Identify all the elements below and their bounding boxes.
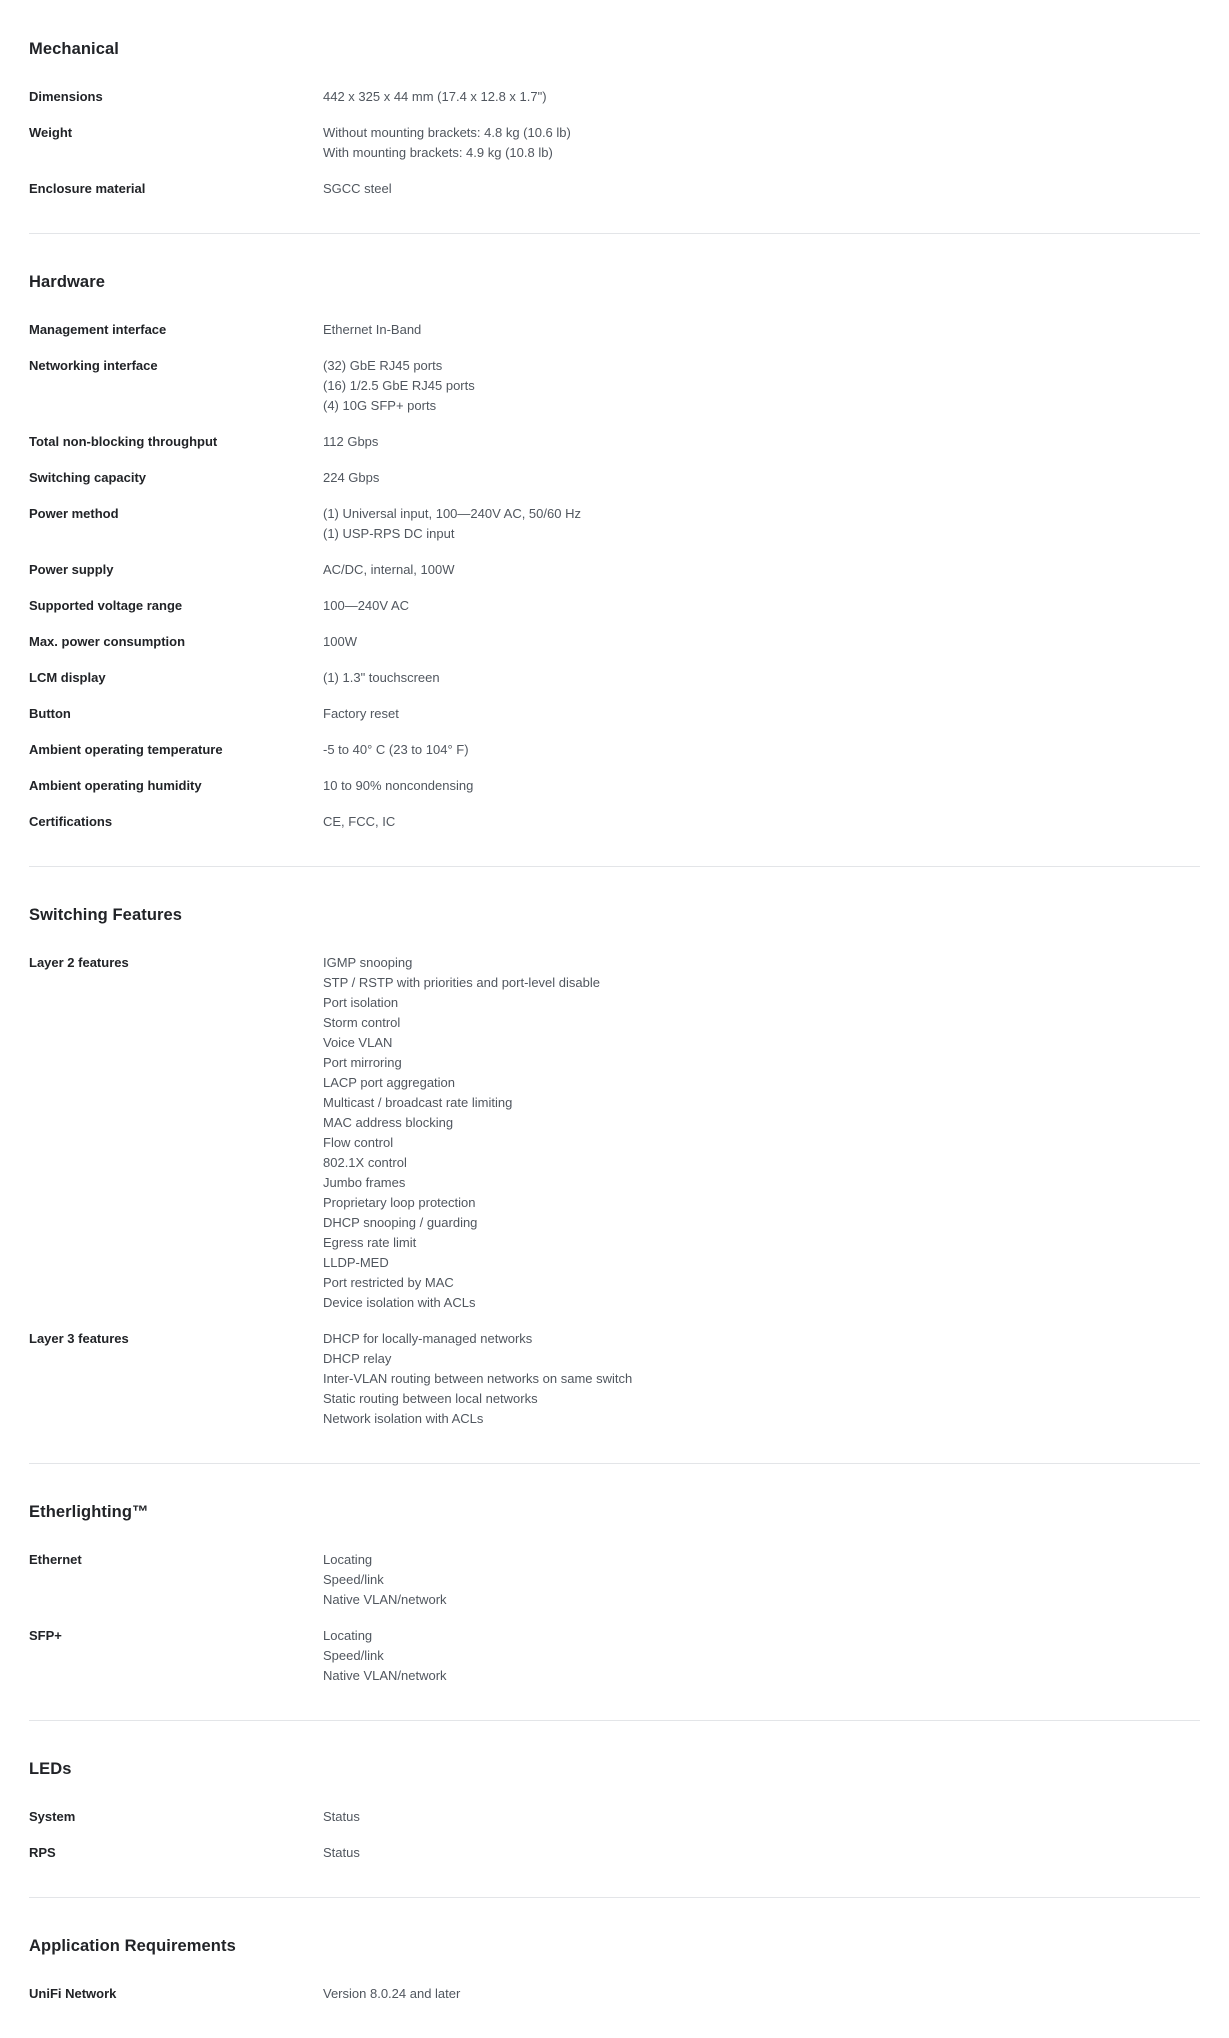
spec-value: Speed/link bbox=[323, 1572, 384, 1587]
spec-value: 100—240V AC bbox=[323, 598, 410, 613]
spec-value: IGMP snooping bbox=[323, 955, 413, 970]
spec-row bbox=[29, 179, 1200, 199]
spec-value: 100W bbox=[323, 634, 357, 649]
spec-value: 112 Gbps bbox=[323, 434, 379, 449]
spec-value: LLDP-MED bbox=[323, 1255, 389, 1270]
spec-label: Dimensions bbox=[29, 89, 103, 104]
spec-label: Power method bbox=[29, 506, 119, 521]
spec-label: Max. power consumption bbox=[29, 634, 186, 649]
spec-value: (1) 1.3" touchscreen bbox=[323, 670, 440, 685]
spec-value-list bbox=[323, 468, 1200, 488]
spec-value: Storm control bbox=[323, 1015, 401, 1030]
spec-label: LCM display bbox=[29, 670, 106, 685]
spec-row bbox=[29, 320, 1200, 340]
spec-value-list bbox=[323, 740, 1200, 760]
spec-value-list bbox=[323, 87, 1200, 107]
spec-row bbox=[29, 632, 1200, 652]
spec-label: Button bbox=[29, 706, 71, 721]
spec-label: Total non-blocking throughput bbox=[29, 434, 218, 449]
spec-section bbox=[29, 1464, 1200, 1721]
spec-label: Certifications bbox=[29, 814, 113, 829]
spec-label: Layer 3 features bbox=[29, 1331, 129, 1346]
section-title: Etherlighting™ bbox=[29, 1503, 149, 1521]
spec-value: -5 to 40° C (23 to 104° F) bbox=[323, 742, 469, 757]
spec-value-list bbox=[323, 812, 1200, 832]
spec-value: Status bbox=[323, 1845, 360, 1860]
section-title: Mechanical bbox=[29, 40, 119, 58]
spec-value-list bbox=[323, 1329, 1200, 1429]
spec-value: Flow control bbox=[323, 1135, 394, 1150]
spec-value-list bbox=[323, 1626, 1200, 1686]
spec-row bbox=[29, 668, 1200, 688]
spec-label: Enclosure material bbox=[29, 181, 146, 196]
spec-value: Status bbox=[323, 1809, 360, 1824]
spec-value-list bbox=[323, 1984, 1200, 2004]
spec-value: Without mounting brackets: 4.8 kg (10.6 lb) bbox=[323, 125, 571, 140]
spec-row bbox=[29, 123, 1200, 163]
spec-value: (16) 1/2.5 GbE RJ45 ports bbox=[323, 378, 475, 393]
spec-value: CE, FCC, IC bbox=[323, 814, 396, 829]
spec-value: 442 x 325 x 44 mm (17.4 x 12.8 x 1.7") bbox=[323, 89, 547, 104]
spec-row bbox=[29, 776, 1200, 796]
spec-value-list bbox=[323, 356, 1200, 416]
spec-row bbox=[29, 432, 1200, 452]
spec-value: DHCP relay bbox=[323, 1351, 392, 1366]
spec-value: (1) USP-RPS DC input bbox=[323, 526, 455, 541]
spec-label: Supported voltage range bbox=[29, 598, 183, 613]
spec-value: Port mirroring bbox=[323, 1055, 402, 1070]
spec-row bbox=[29, 356, 1200, 416]
spec-label: Ambient operating temperature bbox=[29, 742, 223, 757]
spec-row bbox=[29, 468, 1200, 488]
spec-value: Native VLAN/network bbox=[323, 1668, 447, 1683]
spec-section bbox=[29, 234, 1200, 867]
spec-value: (4) 10G SFP+ ports bbox=[323, 398, 437, 413]
spec-value: Device isolation with ACLs bbox=[323, 1295, 476, 1310]
spec-value: SGCC steel bbox=[323, 181, 392, 196]
spec-label: System bbox=[29, 1809, 76, 1824]
spec-value: LACP port aggregation bbox=[323, 1075, 456, 1090]
spec-section bbox=[29, 1721, 1200, 1898]
spec-value: Proprietary loop protection bbox=[323, 1195, 476, 1210]
spec-row bbox=[29, 704, 1200, 724]
spec-value-list bbox=[323, 668, 1200, 688]
spec-value: Native VLAN/network bbox=[323, 1592, 447, 1607]
spec-label: Layer 2 features bbox=[29, 955, 129, 970]
section-title: Application Requirements bbox=[29, 1937, 236, 1955]
spec-value: Network isolation with ACLs bbox=[323, 1411, 484, 1426]
spec-value-list bbox=[323, 704, 1200, 724]
spec-value: Inter-VLAN routing between networks on same switch bbox=[323, 1371, 633, 1386]
spec-value: Version 8.0.24 and later bbox=[323, 1986, 461, 2001]
spec-row bbox=[29, 953, 1200, 1313]
spec-value: Port restricted by MAC bbox=[323, 1275, 454, 1290]
spec-label: Ambient operating humidity bbox=[29, 778, 202, 793]
spec-value-list bbox=[323, 179, 1200, 199]
spec-label: UniFi Network bbox=[29, 1986, 117, 2001]
spec-label: Weight bbox=[29, 125, 73, 140]
spec-row bbox=[29, 1984, 1200, 2004]
spec-row bbox=[29, 1807, 1200, 1827]
spec-row bbox=[29, 87, 1200, 107]
spec-value-list bbox=[323, 320, 1200, 340]
spec-label: Ethernet bbox=[29, 1552, 82, 1567]
spec-value: DHCP snooping / guarding bbox=[323, 1215, 478, 1230]
spec-value: Locating bbox=[323, 1552, 373, 1567]
spec-value: Speed/link bbox=[323, 1648, 384, 1663]
spec-value: Locating bbox=[323, 1628, 373, 1643]
spec-value: Voice VLAN bbox=[323, 1035, 393, 1050]
spec-value-list bbox=[323, 776, 1200, 796]
spec-value-list bbox=[323, 1807, 1200, 1827]
spec-row bbox=[29, 504, 1200, 544]
spec-label: RPS bbox=[29, 1845, 56, 1860]
spec-section bbox=[29, 867, 1200, 1464]
spec-row bbox=[29, 812, 1200, 832]
spec-row bbox=[29, 1550, 1200, 1610]
spec-value: AC/DC, internal, 100W bbox=[323, 562, 455, 577]
spec-section bbox=[29, 1898, 1200, 2038]
spec-value: Factory reset bbox=[323, 706, 399, 721]
spec-row bbox=[29, 1329, 1200, 1429]
spec-row bbox=[29, 740, 1200, 760]
spec-value: MAC address blocking bbox=[323, 1115, 454, 1130]
spec-value: Static routing between local networks bbox=[323, 1391, 538, 1406]
spec-label: Switching capacity bbox=[29, 470, 147, 485]
spec-value: With mounting brackets: 4.9 kg (10.8 lb) bbox=[323, 145, 553, 160]
spec-value: (1) Universal input, 100—240V AC, 50/60 Hz bbox=[323, 506, 581, 521]
section-title: Hardware bbox=[29, 273, 106, 291]
spec-value-list bbox=[323, 953, 1200, 1313]
spec-value-list bbox=[323, 596, 1200, 616]
spec-label: Networking interface bbox=[29, 358, 158, 373]
spec-row bbox=[29, 1626, 1200, 1686]
spec-value: Ethernet In-Band bbox=[323, 322, 422, 337]
spec-value-list bbox=[323, 123, 1200, 163]
spec-value-list bbox=[323, 1843, 1200, 1863]
spec-value-list bbox=[323, 560, 1200, 580]
spec-value: 224 Gbps bbox=[323, 470, 380, 485]
spec-row bbox=[29, 596, 1200, 616]
spec-value-list bbox=[323, 504, 1200, 544]
spec-value: 802.1X control bbox=[323, 1155, 407, 1170]
spec-value: Jumbo frames bbox=[323, 1175, 406, 1190]
spec-value: DHCP for locally-managed networks bbox=[323, 1331, 533, 1346]
spec-value: Port isolation bbox=[323, 995, 399, 1010]
spec-value-list bbox=[323, 632, 1200, 652]
spec-value: Multicast / broadcast rate limiting bbox=[323, 1095, 513, 1110]
spec-value: 10 to 90% noncondensing bbox=[323, 778, 474, 793]
spec-row bbox=[29, 1843, 1200, 1863]
spec-value: STP / RSTP with priorities and port-level disable bbox=[323, 975, 600, 990]
spec-value: Egress rate limit bbox=[323, 1235, 417, 1250]
section-title: Switching Features bbox=[29, 906, 183, 924]
spec-label: Management interface bbox=[29, 322, 167, 337]
spec-section bbox=[29, 0, 1200, 234]
spec-row bbox=[29, 560, 1200, 580]
spec-value: (32) GbE RJ45 ports bbox=[323, 358, 443, 373]
spec-label: Power supply bbox=[29, 562, 114, 577]
spec-label: SFP+ bbox=[29, 1628, 62, 1643]
spec-value-list bbox=[323, 1550, 1200, 1610]
spec-value-list bbox=[323, 432, 1200, 452]
section-title: LEDs bbox=[29, 1760, 72, 1778]
